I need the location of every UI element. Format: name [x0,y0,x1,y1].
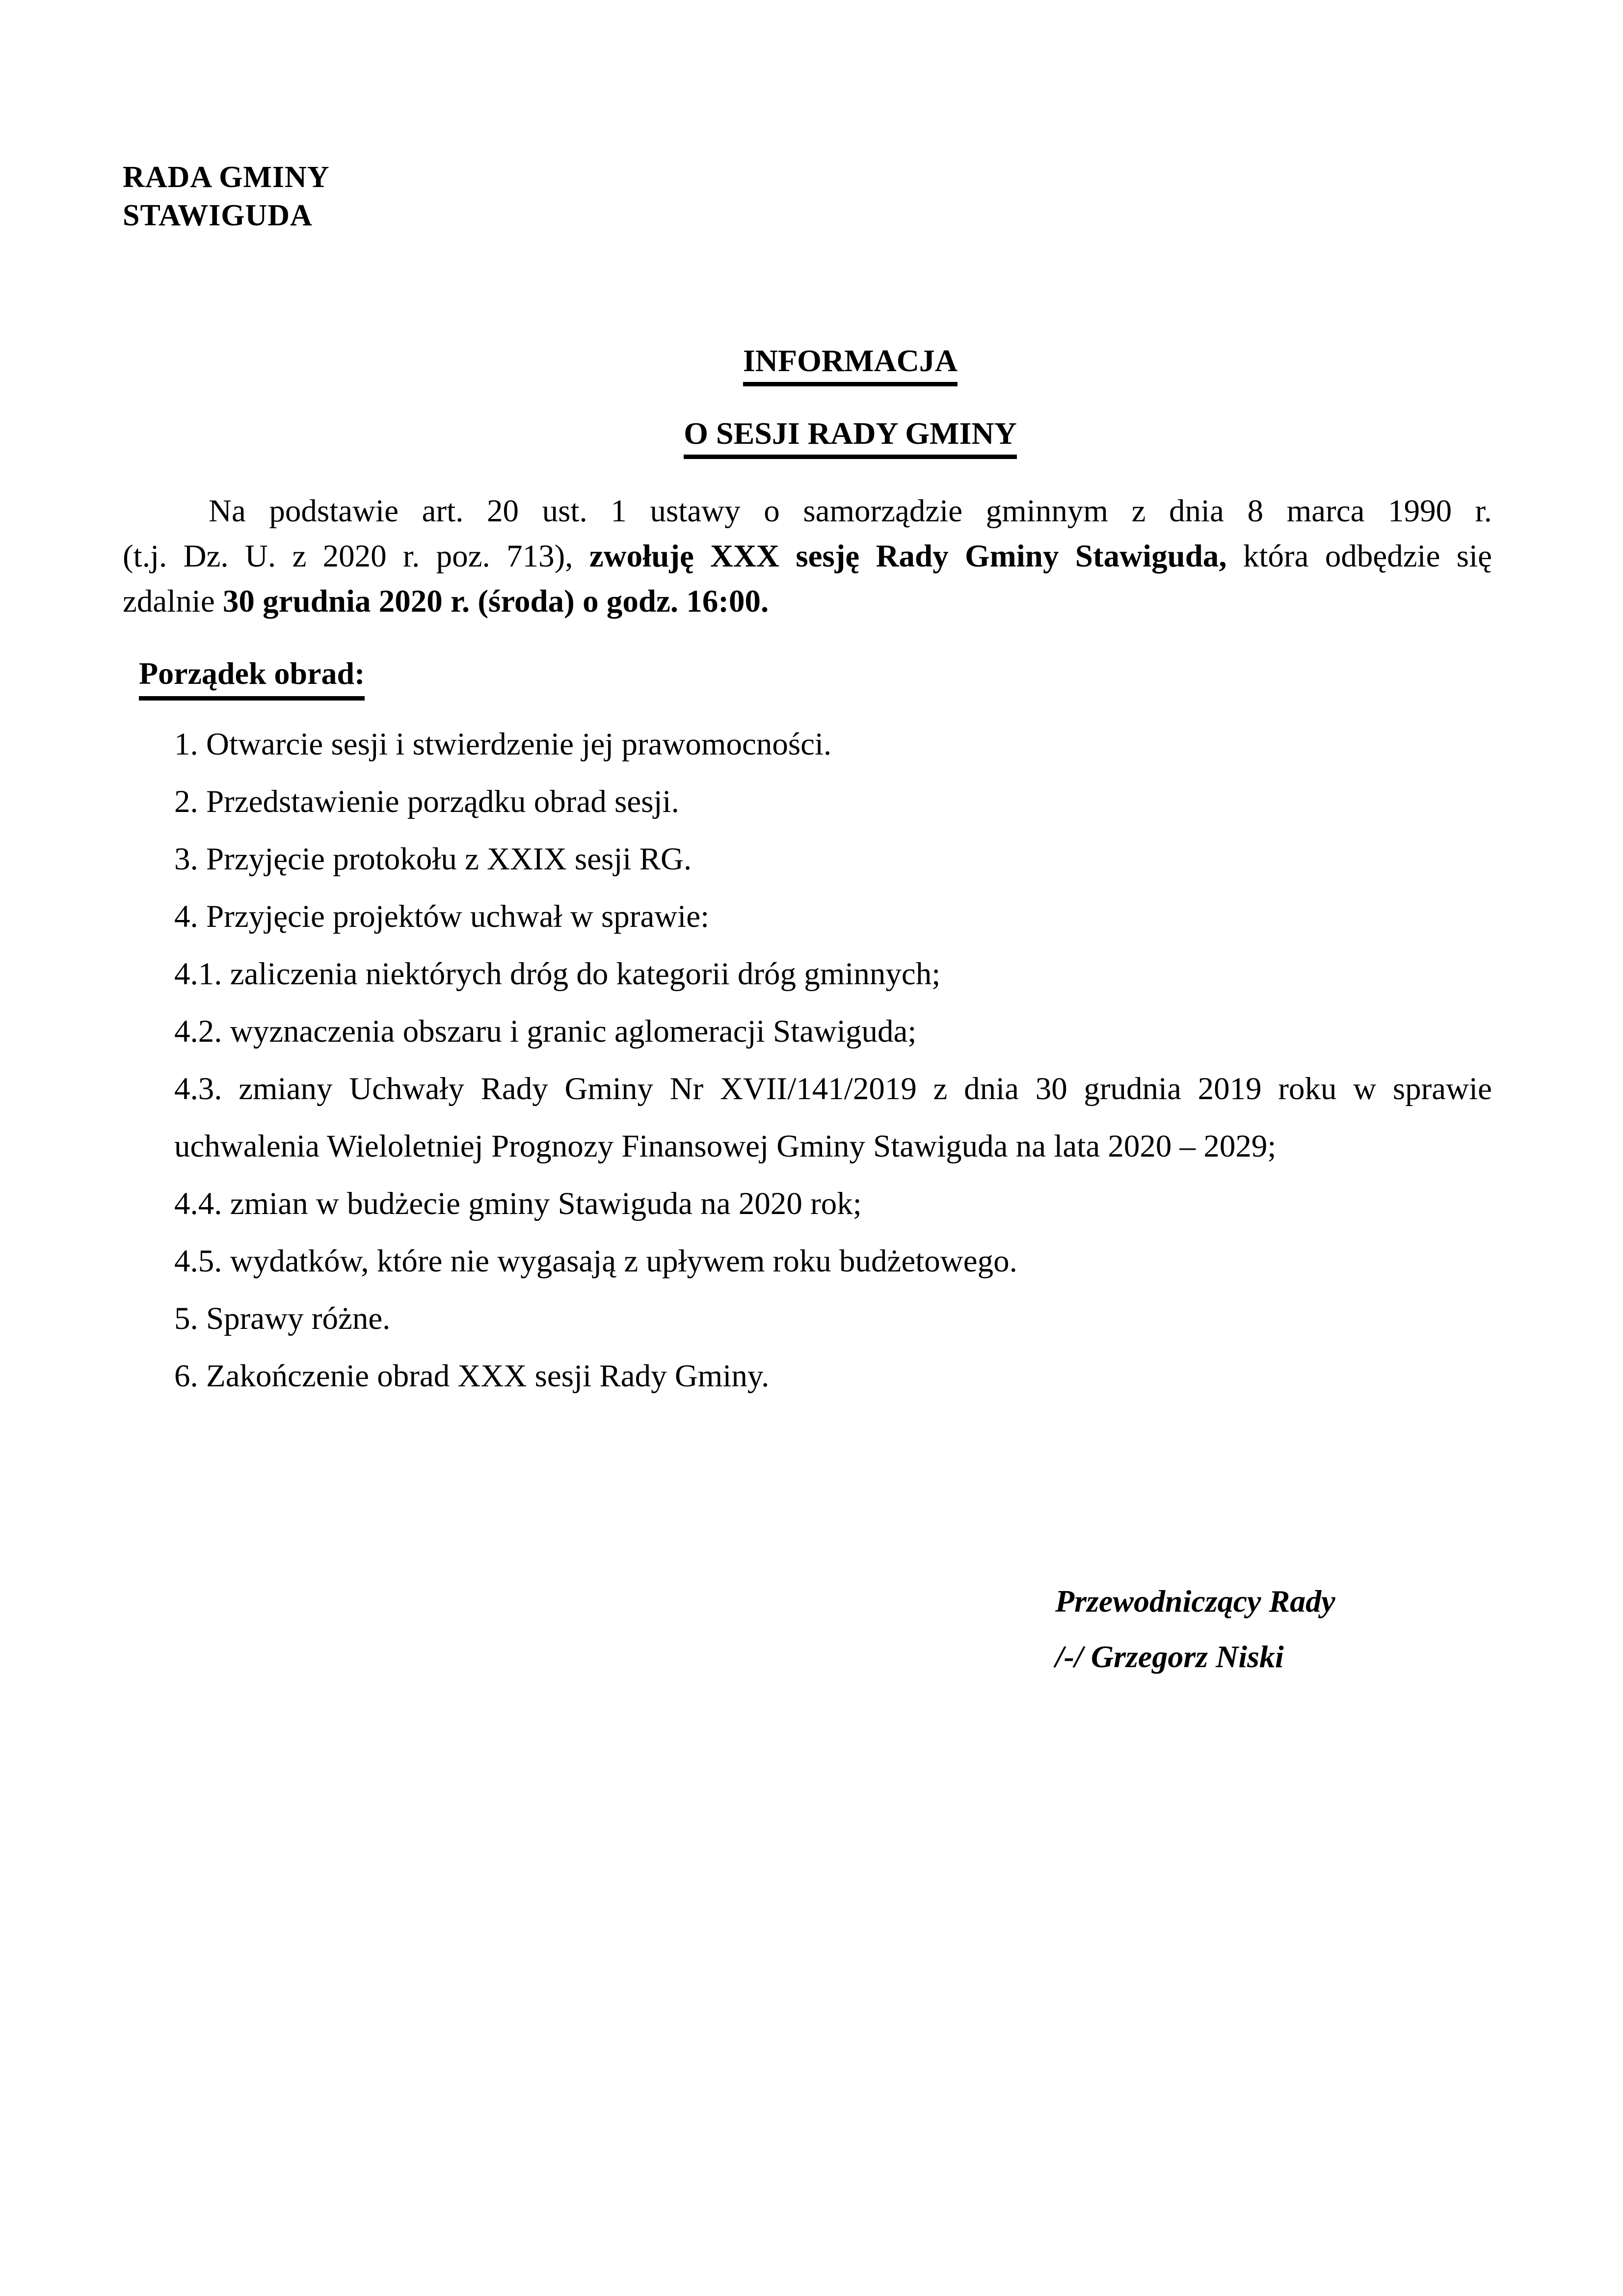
agenda-item: 4. Przyjęcie projektów uchwał w sprawie: [174,899,710,934]
agenda-item: 6. Zakończenie obrad XXX sesji Rady Gminy. [174,1358,770,1394]
document-subtitle-text: O SESJI RADY GMINY [684,415,1017,459]
agenda-item: 5. Sprawy różne. [174,1301,391,1336]
signature-name: /-/ Grzegorz Niski [1055,1639,1284,1674]
intro-line-2-bold: zwołuję XXX sesję Rady Gminy Stawiguda, [589,539,1227,574]
agenda-item: 4.1. zaliczenia niektórych dróg do kategorii dróg gminnych; [174,956,941,992]
agenda-list [174,716,1492,1405]
intro-line-3-normal: zdalnie [123,584,223,619]
intro-line-2 [123,534,1492,579]
sender-header [123,158,330,235]
intro-line-1-text: Na podstawie art. 20 ust. 1 ustawy o samorządzie gminnym z dnia 8 marca 1990 r. [209,493,1492,529]
intro-line-3-bold: 30 grudnia 2020 r. (środa) o godz. 16:00. [222,584,769,619]
document-title [123,343,1492,386]
intro-line-3 [123,579,1492,624]
agenda-item: 4.3. zmiany Uchwały Rady Gminy Nr XVII/141/2019 z dnia 30 grudnia 2019 roku w sprawie uchwalenia Wieloletniej Prognozy Finansowej Gminy Stawiguda na lata 2020 – 2029; [174,1071,1492,1164]
sender-line-1: RADA GMINY [123,161,330,194]
document-title-text: INFORMACJA [743,343,958,386]
agenda-heading [139,654,365,701]
signature-block [1055,1573,1335,1684]
agenda-item: 4.5. wydatków, które nie wygasają z upływem roku budżetowego. [174,1243,1017,1279]
intro-line-2-normal-2: która odbędzie się [1226,539,1492,574]
agenda-item: 1. Otwarcie sesji i stwierdzenie jej prawomocności. [174,727,832,762]
sender-line-2: STAWIGUDA [123,199,313,232]
intro-line-1 [123,488,1492,534]
agenda-heading-text: Porządek obrad: [139,654,365,701]
agenda-item: 4.2. wyznaczenia obszaru i granic aglomeracji Stawiguda; [174,1014,917,1049]
signature-role: Przewodniczący Rady [1055,1584,1335,1619]
intro-paragraph [123,488,1492,624]
agenda-item: 4.4. zmian w budżecie gminy Stawiguda na 2020 rok; [174,1186,862,1221]
document-subtitle [123,415,1492,459]
agenda-item: 2. Przedstawienie porządku obrad sesji. [174,784,679,819]
agenda-item: 3. Przyjęcie protokołu z XXIX sesji RG. [174,841,692,877]
intro-line-2-normal: (t.j. Dz. U. z 2020 r. poz. 713), [123,539,589,574]
